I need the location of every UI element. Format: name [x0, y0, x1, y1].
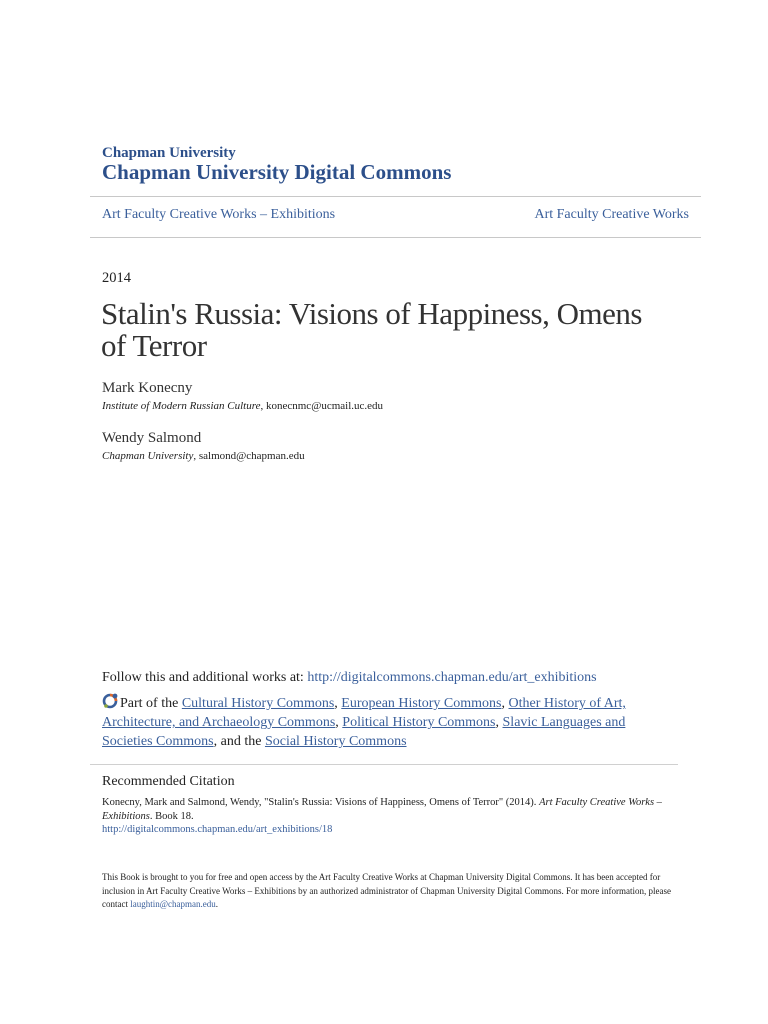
divider-top — [90, 196, 701, 197]
affiliation-name: Chapman University — [102, 450, 194, 462]
citation-book: . Book 18. — [149, 810, 194, 822]
author-email: konecnmc@ucmail.uc.edu — [265, 400, 384, 412]
commons-link-political-history[interactable]: Political History Commons — [342, 715, 496, 730]
divider-citation — [90, 764, 678, 765]
commons-link-european-history[interactable]: European History Commons — [341, 696, 502, 711]
follow-line — [102, 670, 597, 686]
commons-link-cultural-history[interactable]: Cultural History Commons — [181, 696, 335, 711]
publication-year: 2014 — [102, 270, 131, 286]
contact-email-link[interactable]: laughtin@chapman.edu — [130, 899, 216, 909]
commons-link-social-history[interactable]: Social History Commons — [264, 734, 407, 749]
notice-end: . — [215, 899, 219, 909]
divider-series — [90, 237, 701, 238]
notice-text: This Book is brought to you for free and open access by the Art Faculty Creative Works at Chapman University Digital Commons. It has been accepted for inclusion in Art Faculty Creative Works – Exhibitions by an authorized administrator of Chapman University Digital Commons. For more information, please contact — [102, 872, 672, 909]
institution-name[interactable]: Chapman University — [102, 145, 236, 161]
author-name: Mark Konecny — [102, 380, 193, 396]
citation-heading: Recommended Citation — [102, 774, 235, 789]
author-affiliation: Chapman University, salmond@chapman.edu — [102, 450, 305, 462]
citation-body: Konecny, Mark and Salmond, Wendy, "Stalin's Russia: Visions of Happiness, Omens of Terror" (2014). — [102, 797, 540, 808]
citation-series: Art Faculty Creative Works – Exhibitions — [102, 797, 662, 822]
author-email: salmond@chapman.edu — [198, 450, 305, 462]
author-name: Wendy Salmond — [102, 430, 202, 446]
repository-name[interactable]: Chapman University Digital Commons — [102, 160, 452, 184]
and-the-text: , and the — [213, 734, 265, 749]
citation-text — [102, 796, 662, 823]
author-affiliation: Institute of Modern Russian Culture, konecnmc@ucmail.uc.edu — [102, 400, 384, 412]
part-of-commons: Part of the Cultural History Commons, European History Commons, Other History of Art, Architecture, and Archaeology Commons, Political History Commons, Slavic Languages and Societies Commons, and the Social History Commons — [102, 693, 662, 751]
follow-url-link[interactable]: http://digitalcommons.chapman.edu/art_exhibitions — [307, 670, 597, 685]
commons-link-slavic-languages[interactable]: Slavic Languages and Societies Commons — [102, 715, 626, 749]
network-commons-icon — [102, 693, 118, 709]
document-title: Stalin's Russia: Visions of Happiness, Omens of Terror — [101, 296, 642, 363]
commons-link-other-history-of-art[interactable]: Other History of Art, Architecture, and Archaeology Commons — [102, 696, 626, 730]
series-link-creative-works[interactable]: Art Faculty Creative Works — [534, 207, 689, 222]
part-of-prefix: Part of the — [120, 696, 182, 711]
follow-prefix: Follow this and additional works at: — [102, 670, 308, 685]
citation-url-link[interactable]: http://digitalcommons.chapman.edu/art_exhibitions/18 — [102, 824, 333, 835]
series-link-exhibitions[interactable]: Art Faculty Creative Works – Exhibitions — [102, 207, 336, 222]
affiliation-name: Institute of Modern Russian Culture — [102, 400, 261, 412]
access-notice — [102, 871, 672, 912]
